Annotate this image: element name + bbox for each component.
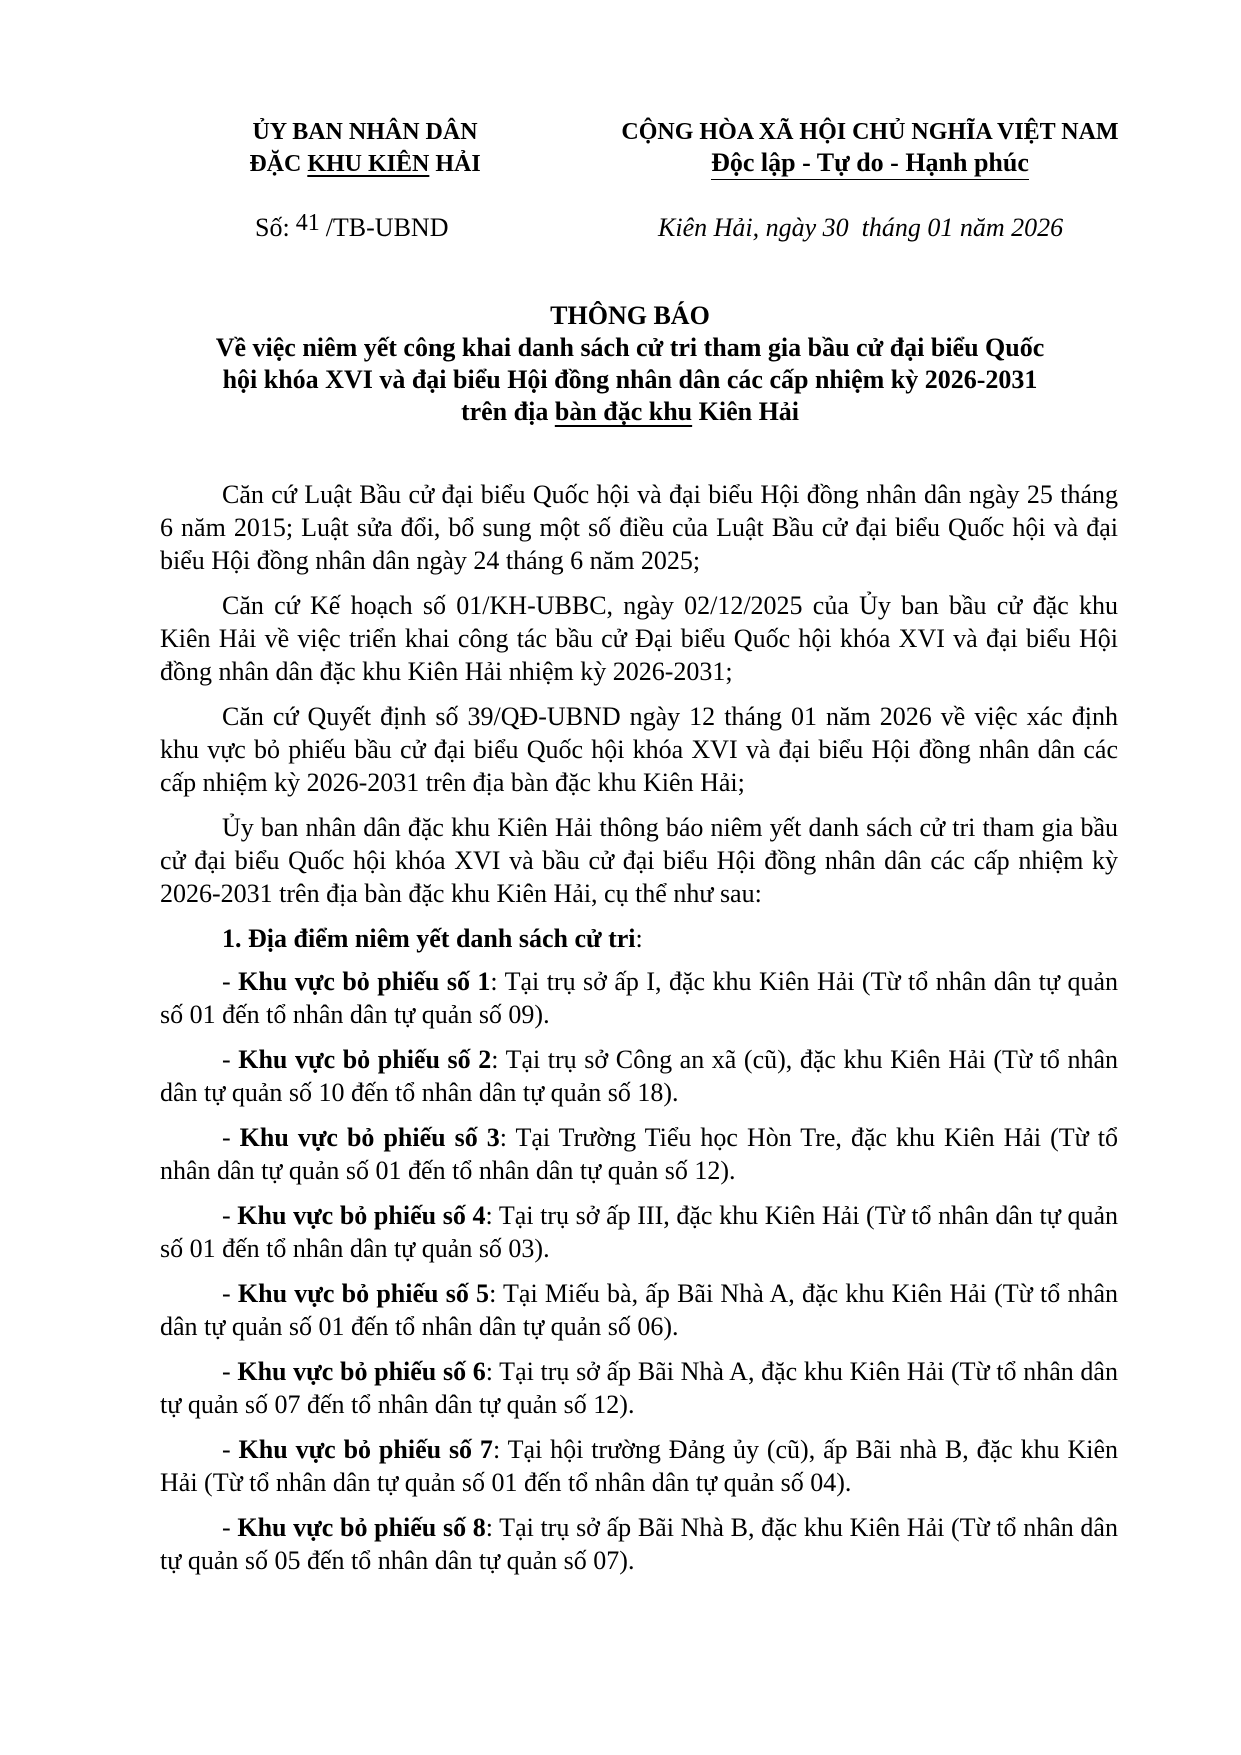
section-heading-colon: : <box>635 924 643 953</box>
announcement-paragraph: Ủy ban nhân dân đặc khu Kiên Hải thông báo niêm yết danh sách cử tri tham gia bầu cử đại biểu Quốc hội khóa XVI và bầu cử đại biểu Hội đồng nhân dân các cấp nhiệm kỳ 2026-2031 trên địa bàn đặc khu Kiên Hải, cụ thể như sau: <box>160 813 1118 908</box>
polling-area-item <box>160 1277 1118 1343</box>
national-title <box>585 116 1155 180</box>
document-number <box>255 210 449 243</box>
authority-line-2-suffix: HẢI <box>429 151 481 177</box>
title-sub-line-1: Về việc niêm yết công khai danh sách cử tri tham gia bầu cử đại biểu Quốc <box>215 333 1045 362</box>
document-number-suffix: /TB-UBND <box>325 213 449 242</box>
polling-area-text: : Tại trụ sở ấp Bãi Nhà A, đặc khu Kiên Hải (Từ tổ nhân dân tự quản số 07 đến tổ nhân dân tự quản số 12). <box>160 1357 1118 1419</box>
polling-area-label: Khu vực bỏ phiếu số 6 <box>237 1357 486 1386</box>
item-dash: - <box>222 1435 239 1464</box>
title-sub-line-3-underlined: bàn đặc khu <box>554 397 693 426</box>
legal-basis-paragraph: Căn cứ Luật Bầu cử đại biểu Quốc hội và đại biểu Hội đồng nhân dân ngày 25 tháng 6 năm 2015; Luật sửa đổi, bổ sung một số điều của Luật Bầu cử đại biểu Quốc hội và đại biểu Hội đồng nhân dân ngày 24 tháng 6 năm 2025; <box>160 480 1118 575</box>
polling-area-text: : Tại Miếu bà, ấp Bãi Nhà A, đặc khu Kiên Hải (Từ tổ nhân dân tự quản số 01 đến tổ nhân dân tự quản số 06). <box>160 1279 1118 1341</box>
polling-area-item <box>160 1355 1118 1421</box>
polling-area-item <box>160 965 1118 1031</box>
item-dash: - <box>222 1045 239 1074</box>
title-main: THÔNG BÁO <box>550 301 710 330</box>
polling-area-label: Khu vực bỏ phiếu số 1 <box>238 967 491 996</box>
title-sub-line-3-prefix: trên địa <box>460 397 555 426</box>
polling-area-label: Khu vực bỏ phiếu số 4 <box>237 1201 486 1230</box>
country-name: CỘNG HÒA XÃ HỘI CHỦ NGHĨA VIỆT NAM <box>621 119 1119 145</box>
authority-line-2-prefix: ĐẶC <box>249 151 308 177</box>
polling-area-text: : Tại trụ sở ấp I, đặc khu Kiên Hải (Từ tổ nhân dân tự quản số 01 đến tổ nhân dân tự quản số 09). <box>160 967 1118 1029</box>
polling-area-item <box>160 1511 1118 1577</box>
item-dash: - <box>222 1357 238 1386</box>
issuing-authority <box>205 116 525 180</box>
document-number-prefix: Số: <box>255 213 290 242</box>
title-sub-line-3-suffix: Kiên Hải <box>692 397 800 426</box>
item-dash: - <box>222 1279 238 1308</box>
item-dash: - <box>222 967 239 996</box>
polling-area-text: : Tại Trường Tiểu học Hòn Tre, đặc khu Kiên Hải (Từ tổ nhân dân tự quản số 01 đến tổ nhân dân tự quản số 12). <box>160 1123 1118 1185</box>
section-heading-text: 1. Địa điểm niêm yết danh sách cử tri <box>222 924 636 953</box>
polling-area-label: Khu vực bỏ phiếu số 8 <box>237 1513 486 1542</box>
item-dash: - <box>222 1201 238 1230</box>
authority-line-1: ỦY BAN NHÂN DÂN <box>252 119 478 145</box>
title-sub-line-3 <box>150 396 1110 428</box>
polling-area-text: : Tại trụ sở Công an xã (cũ), đặc khu Kiên Hải (Từ tổ nhân dân tự quản số 10 đến tổ nhân dân tự quản số 18). <box>160 1045 1118 1107</box>
polling-area-label: Khu vực bỏ phiếu số 5 <box>237 1279 490 1308</box>
item-dash: - <box>222 1513 238 1542</box>
document-number-value: 41 <box>295 210 320 236</box>
title-sub-line-2: hội khóa XVI và đại biểu Hội đồng nhân dân các cấp nhiệm kỳ 2026-2031 <box>222 365 1038 394</box>
polling-area-item <box>160 1043 1118 1109</box>
national-motto: Độc lập - Tự do - Hạnh phúc <box>711 148 1029 180</box>
polling-area-text: : Tại trụ sở ấp III, đặc khu Kiên Hải (Từ tổ nhân dân tự quản số 01 đến tổ nhân dân tự quản số 03). <box>160 1201 1118 1263</box>
document-body <box>160 478 1118 1589</box>
polling-area-item <box>160 1121 1118 1187</box>
document-title <box>150 300 1110 428</box>
authority-line-2-underlined: KHU KIÊN <box>307 151 430 177</box>
legal-basis-paragraph: Căn cứ Quyết định số 39/QĐ-UBND ngày 12 tháng 01 năm 2026 về việc xác định khu vực bỏ phiếu bầu cử đại biểu Quốc hội khóa XVI và đại biểu Hội đồng nhân dân các cấp nhiệm kỳ 2026-2031 trên địa bàn đặc khu Kiên Hải; <box>160 702 1118 797</box>
polling-area-text: : Tại trụ sở ấp Bãi Nhà B, đặc khu Kiên Hải (Từ tổ nhân dân tự quản số 05 đến tổ nhân dân tự quản số 07). <box>160 1513 1118 1575</box>
authority-line-2 <box>205 148 525 180</box>
polling-area-label: Khu vực bỏ phiếu số 2 <box>238 1045 492 1074</box>
section-heading <box>160 922 1118 955</box>
polling-area-label: Khu vực bỏ phiếu số 7 <box>238 1435 493 1464</box>
legal-basis-paragraph: Căn cứ Kế hoạch số 01/KH-UBBC, ngày 02/12/2025 của Ủy ban bầu cử đặc khu Kiên Hải về việc triển khai công tác bầu cử Đại biểu Quốc hội khóa XVI và đại biểu Hội đồng nhân dân đặc khu Kiên Hải nhiệm kỳ 2026-2031; <box>160 591 1118 686</box>
item-dash: - <box>222 1123 240 1152</box>
polling-area-item <box>160 1199 1118 1265</box>
polling-area-text: : Tại hội trường Đảng ủy (cũ), ấp Bãi nhà B, đặc khu Kiên Hải (Từ tổ nhân dân tự quản số 01 đến tổ nhân dân tự quản số 04). <box>160 1435 1118 1497</box>
polling-area-label: Khu vực bỏ phiếu số 3 <box>239 1123 500 1152</box>
polling-area-item <box>160 1433 1118 1499</box>
document-date: Kiên Hải, ngày 30 tháng 01 năm 2026 <box>658 213 1064 242</box>
